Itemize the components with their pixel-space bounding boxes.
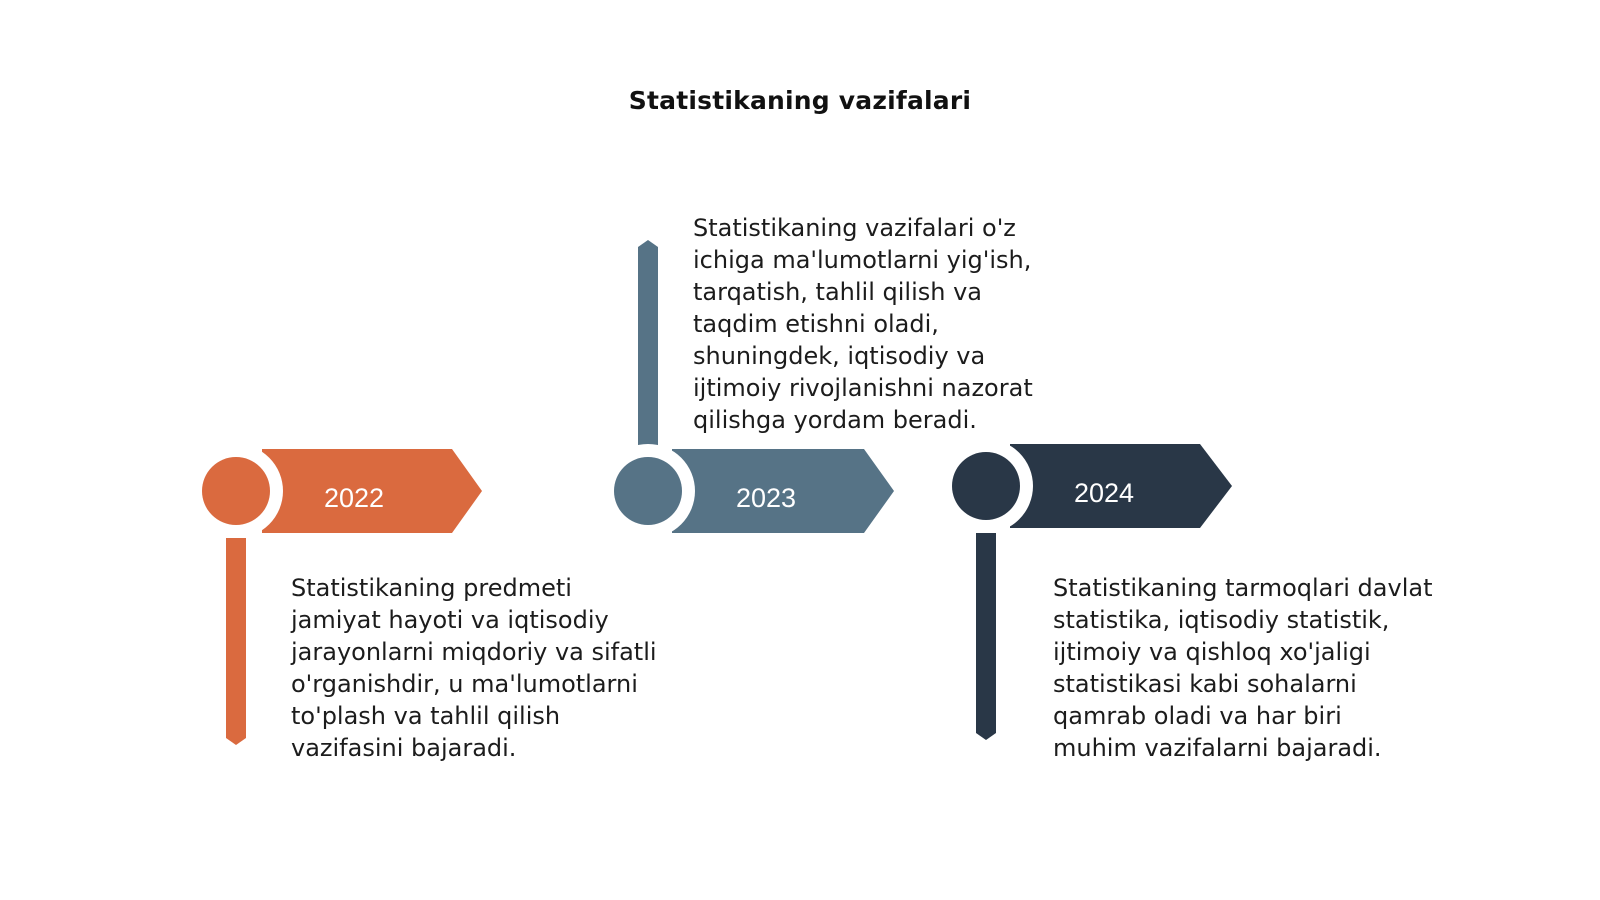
description-2022: Statistikaning predmeti jamiyat hayoti va iqtisodiy jarayonlarni miqdoriy va sifatli o'rganishdir, u ma'lumotlarni to'plash va tahlil qilish vazifasini bajaradi. <box>291 574 657 762</box>
year-label-2024: 2024 <box>1073 478 1135 508</box>
stem-2023 <box>638 240 658 447</box>
node-dot-2022 <box>202 457 270 525</box>
stem-2022 <box>226 538 246 745</box>
node-dot-2023 <box>614 457 682 525</box>
description-2024: Statistikaning tarmoqlari davlat statistika, iqtisodiy statistik, ijtimoiy va qishloq xo'jaligi statistikasi kabi sohalarni qamrab oladi va har biri muhim vazifalarni bajaradi. <box>1053 574 1433 762</box>
stem-2024 <box>976 533 996 740</box>
description-2023: Statistikaning vazifalari o'z ichiga ma'lumotlarni yig'ish, tarqatish, tahlil qilish va taqdim etishni oladi, shuningdek, iqtisodiy va ijtimoiy rivojlanishni nazorat qilishga yordam beradi. <box>693 214 1033 434</box>
year-label-2022: 2022 <box>323 483 385 513</box>
year-label-2023: 2023 <box>735 483 797 513</box>
page-title: Statistikaning vazifalari <box>628 86 972 115</box>
node-dot-2024 <box>952 452 1020 520</box>
